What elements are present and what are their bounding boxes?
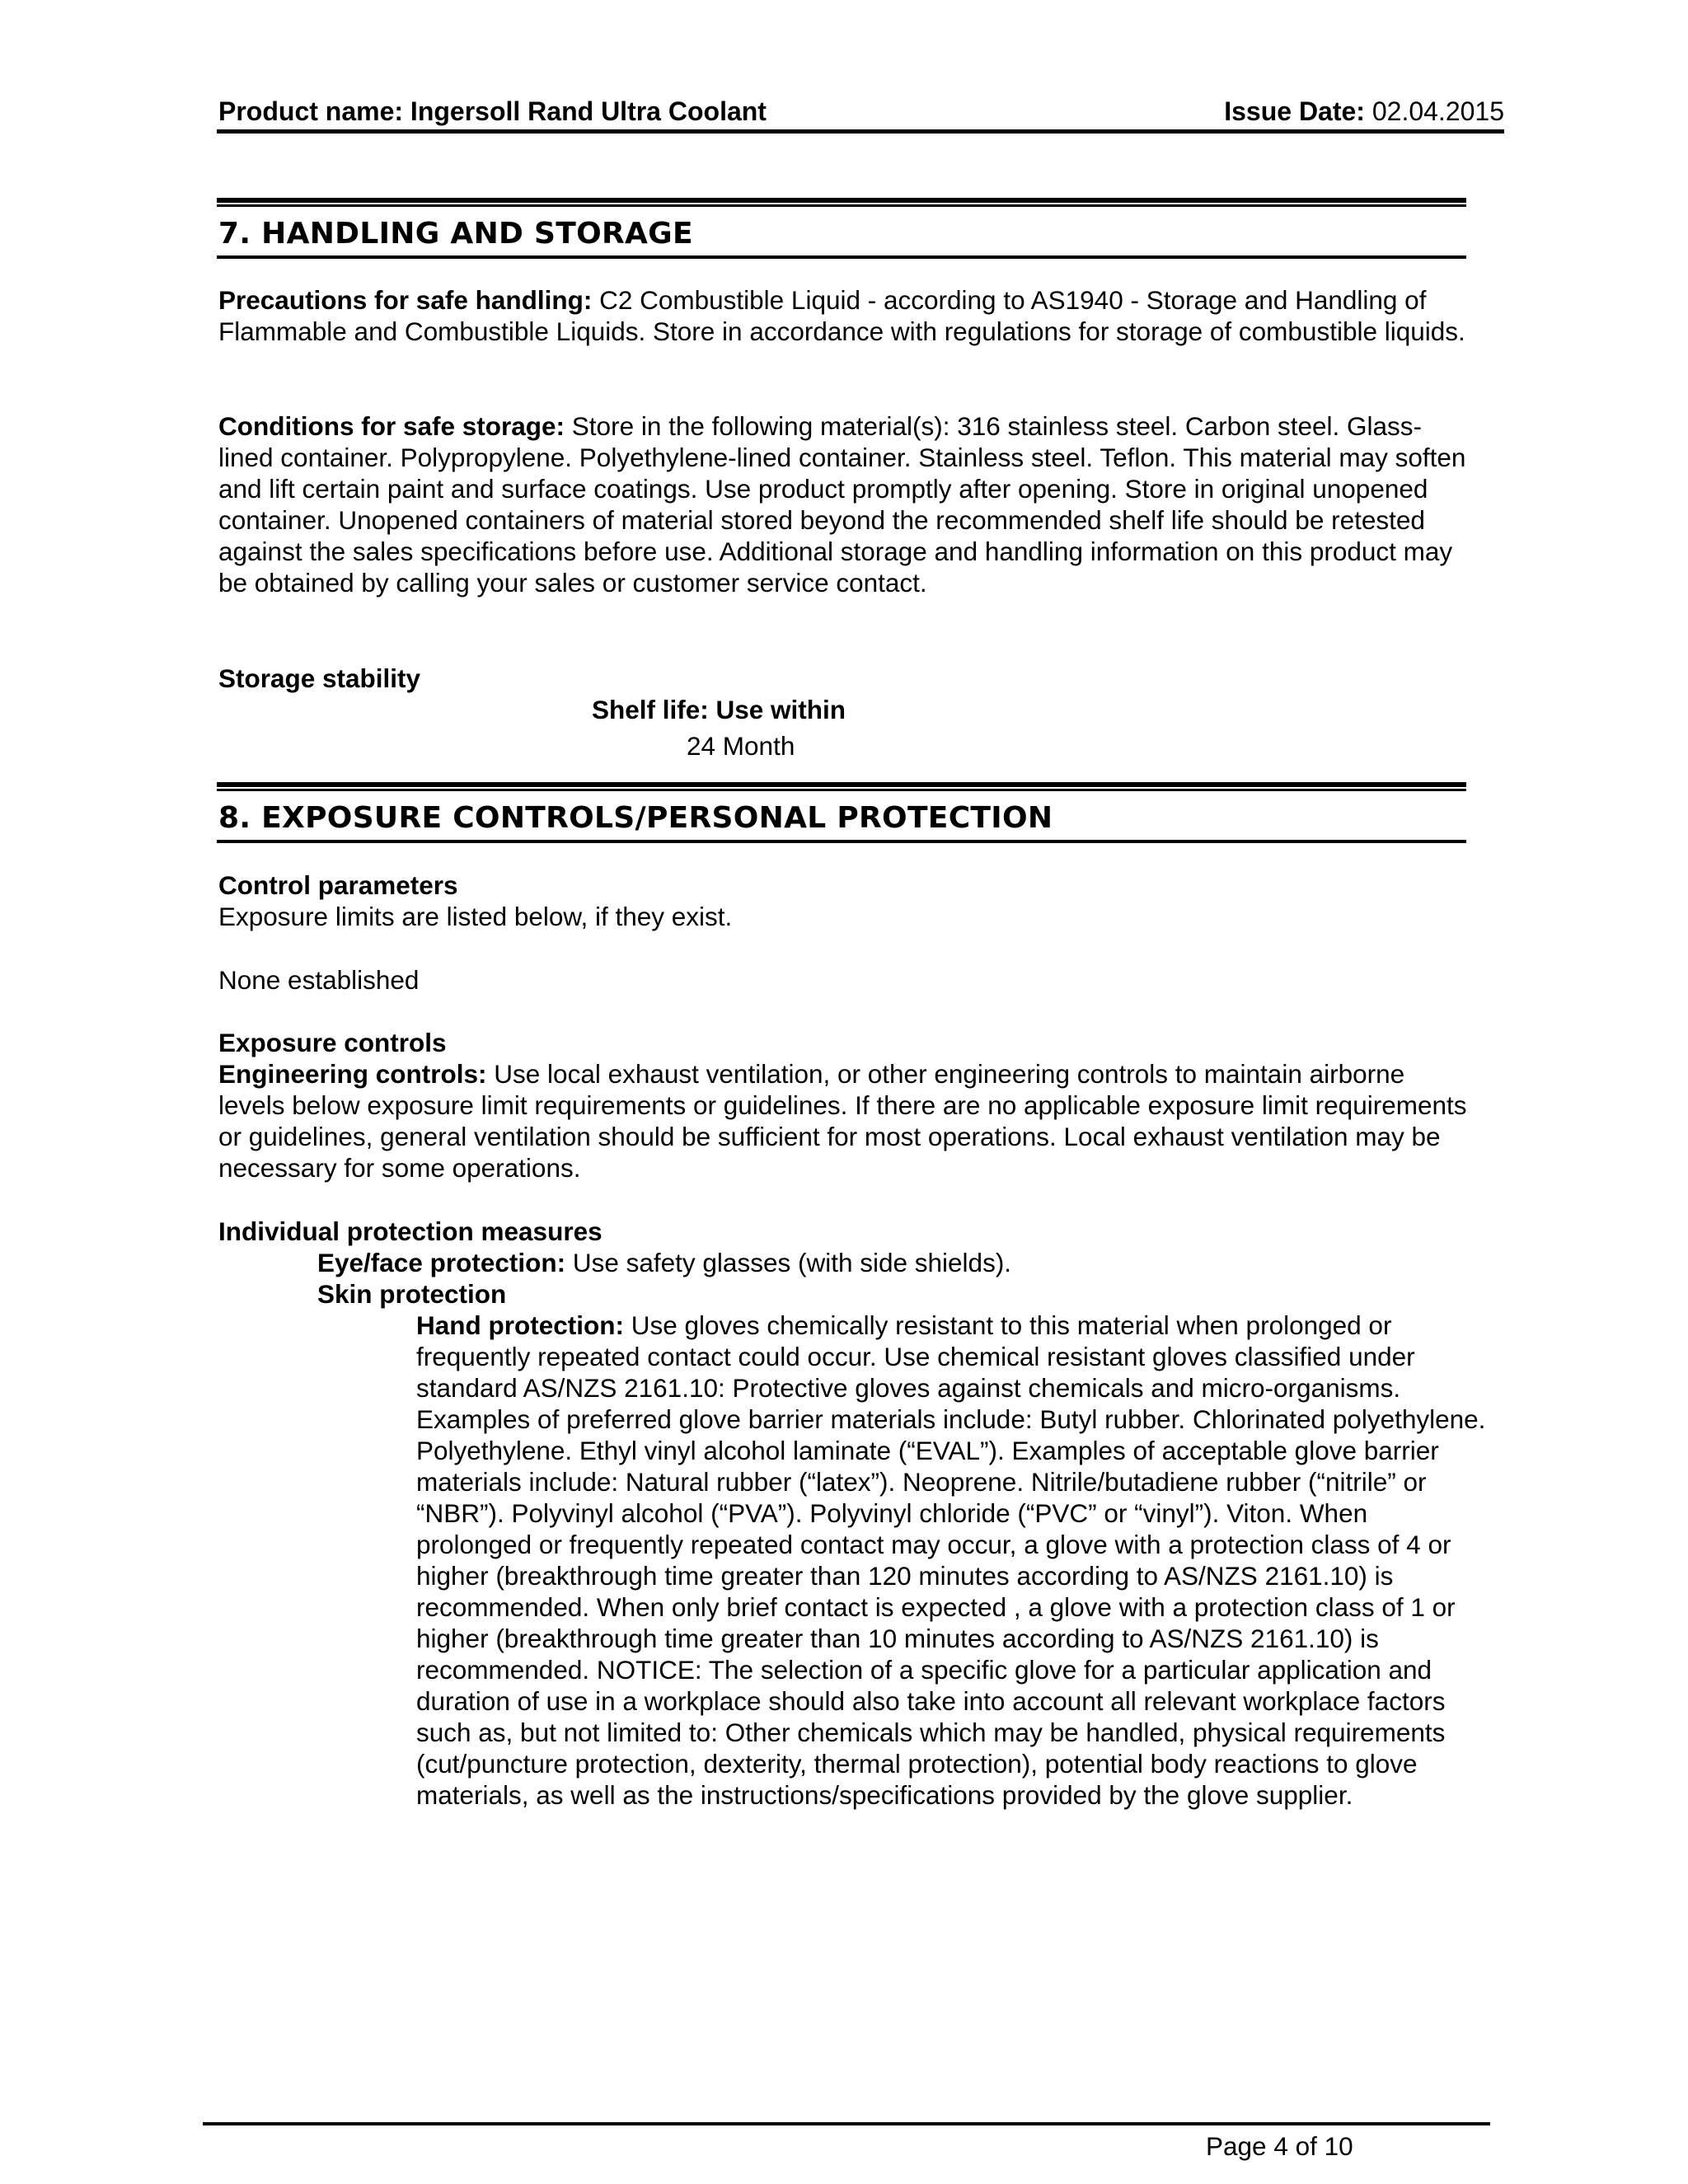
header-rule [217,129,1504,134]
shelf-life-label: Shelf life: Use within [592,695,846,724]
engineering-paragraph [218,1058,1471,1183]
eye-protection-label: Eye/face protection: [317,1248,566,1277]
storage-text: Store in the following material(s): 316 stainless steel. Carbon steel. Glass-lined container. Polypropylene. Polyethylene-lined container. Stainless steel. Teflon. This material may soften and lift certain paint and surface coatings. Use product promptly after opening. Store in original unopened container. Unopened containers of material stored beyond the recommended shelf life should be retested against the sales specifications before use. Additional storage and handling information on this product may be obtained by calling your sales or customer service contact. [218,411,1466,598]
eye-protection-paragraph [317,1247,1488,1278]
shelf-life-value: 24 Month [687,731,795,761]
precautions-paragraph [218,284,1471,347]
none-established: None established [218,965,420,995]
precautions-label: Precautions for safe handling: [218,285,593,315]
eye-protection-text: Use safety glasses (with side shields). [565,1248,1012,1277]
control-parameters-text: Exposure limits are listed below, if they exist. [218,902,733,931]
hand-protection-label: Hand protection: [416,1310,624,1340]
hand-protection-paragraph [416,1310,1488,1811]
section-8-top-rule [217,782,1466,791]
engineering-label: Engineering controls: [218,1059,487,1089]
footer-rule [203,2122,1490,2125]
exposure-controls-heading: Exposure controls [218,1028,447,1057]
product-name: Product name: Ingersoll Rand Ultra Coolant [218,96,767,126]
section-8-bottom-rule [217,840,1466,843]
issue-date-value: 02.04.2015 [1372,96,1504,126]
control-parameters-heading: Control parameters [218,870,458,900]
individual-protection-heading: Individual protection measures [218,1216,603,1246]
section-7-title: 7. HANDLING AND STORAGE [218,217,693,251]
precautions-text: C2 Combustible Liquid - according to AS1940 - Storage and Handling of Flammable and Combustible Liquids. Store in accordance with regulations for storage of combustible liquids. [218,285,1465,346]
storage-label: Conditions for safe storage: [218,411,565,441]
storage-paragraph [218,410,1471,598]
section-8-title: 8. EXPOSURE CONTROLS/PERSONAL PROTECTION [218,801,1053,835]
section-7-bottom-rule [217,255,1466,259]
hand-protection-text: Use gloves chemically resistant to this material when prolonged or frequently repeated contact could occur. Use chemical resistant gloves classified under standard AS/NZS 2161.10: Protective gloves against chemicals and micro-organisms. Examples of preferred glove barrier materials include: Butyl rubber. Chlorinated polyethylene. Polyethylene. Ethyl vinyl alcohol laminate (“EVAL”). Examples of acceptable glove barrier materials include: Natural rubber (“latex”). Neoprene. Nitrile/butadiene rubber (“nitrile” or “NBR”). Polyvinyl alcohol (“PVA”). Polyvinyl chloride (“PVC” or “vinyl”). Viton. When prolonged or frequently repeated contact may occur, a glove with a protection class of 4 or higher (breakthrough time greater than 120 minutes according to AS/NZS 2161.10) is recommended. When only brief contact is expected , a glove with a protection class of 1 or higher (breakthrough time greater than 10 minutes according to AS/NZS 2161.10) is recommended. NOTICE: The selection of a specific glove for a particular application and duration of use in a workplace should also take into account all relevant workplace factors such as, but not limited to: Other chemicals which may be handled, physical requirements (cut/puncture protection, dexterity, thermal protection), potential body reactions to glove materials, as well as the instructions/specifications provided by the glove supplier. [416,1310,1486,1810]
engineering-text: Use local exhaust ventilation, or other engineering controls to maintain airborne levels below exposure limit requirements or guidelines. If there are no applicable exposure limit requirements or guidelines, general ventilation should be sufficient for most operations. Local exhaust ventilation may be necessary for some operations. [218,1059,1467,1183]
issue-date [1224,95,1504,128]
issue-date-label: Issue Date: [1224,96,1365,126]
section-7-top-rule [217,198,1466,207]
skin-protection-heading: Skin protection [317,1279,507,1309]
page-number: Page 4 of 10 [1206,2131,1353,2161]
storage-stability-heading: Storage stability [218,663,421,693]
